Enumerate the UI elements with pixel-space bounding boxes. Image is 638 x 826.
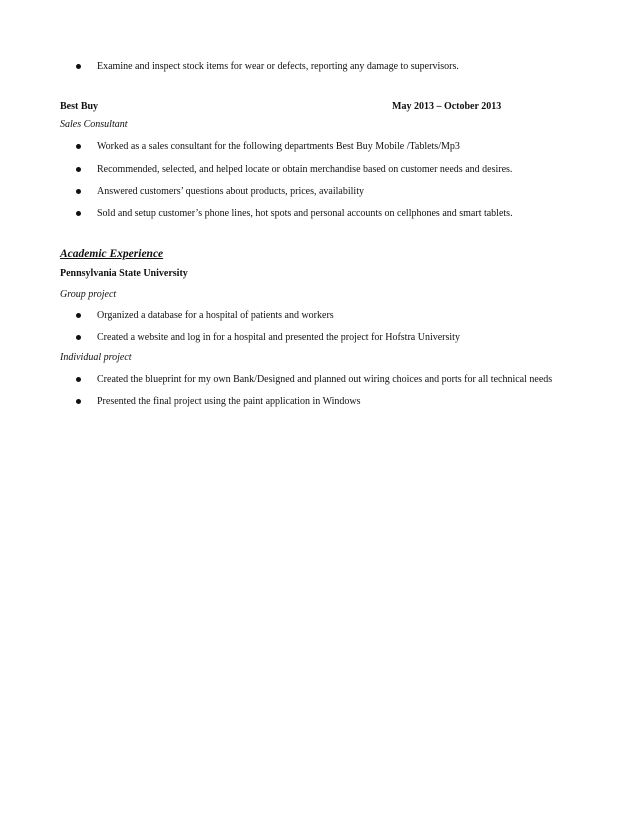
bullet-text: Sold and setup customer’s phone lines, hot spots and personal accounts on cellphones and smart tablets. <box>97 208 513 219</box>
bullet-text: Created a website and log in for a hospital and presented the project for Hofstra University <box>97 332 460 343</box>
bullet-text: Answered customers’ questions about products, prices, availability <box>97 186 364 197</box>
bullet-icon <box>76 189 81 194</box>
bullet-icon <box>76 211 81 216</box>
bullet-icon <box>76 335 81 340</box>
bullet-text: Organized a database for a hospital of patients and workers <box>97 310 334 321</box>
job-title: Sales Consultant <box>60 119 128 130</box>
bullet-icon <box>76 144 81 149</box>
bullet-text: Worked as a sales consultant for the following departments Best Buy Mobile /Tablets/Mp3 <box>97 141 460 152</box>
bullet-text: Presented the final project using the paint application in Windows <box>97 396 361 407</box>
bullet-icon <box>76 399 81 404</box>
project-label: Individual project <box>60 352 132 363</box>
project-label: Group project <box>60 289 117 300</box>
bullet-icon <box>76 64 81 69</box>
employer-name: Best Buy <box>60 101 99 112</box>
bullet-text: Examine and inspect stock items for wear or defects, reporting any damage to supervisors. <box>97 61 459 72</box>
bullet-text: Recommended, selected, and helped locate or obtain merchandise based on customer needs and desires. <box>97 164 513 175</box>
employment-dates: May 2013 – October 2013 <box>392 101 502 112</box>
bullet-icon <box>76 167 81 172</box>
school-name: Pennsylvania State University <box>60 268 188 279</box>
bullet-icon <box>76 313 81 318</box>
section-title: Academic Experience <box>60 248 164 260</box>
bullet-icon <box>76 377 81 382</box>
bullet-text: Created the blueprint for my own Bank/Designed and planned out wiring choices and ports for all technical needs <box>97 374 553 385</box>
